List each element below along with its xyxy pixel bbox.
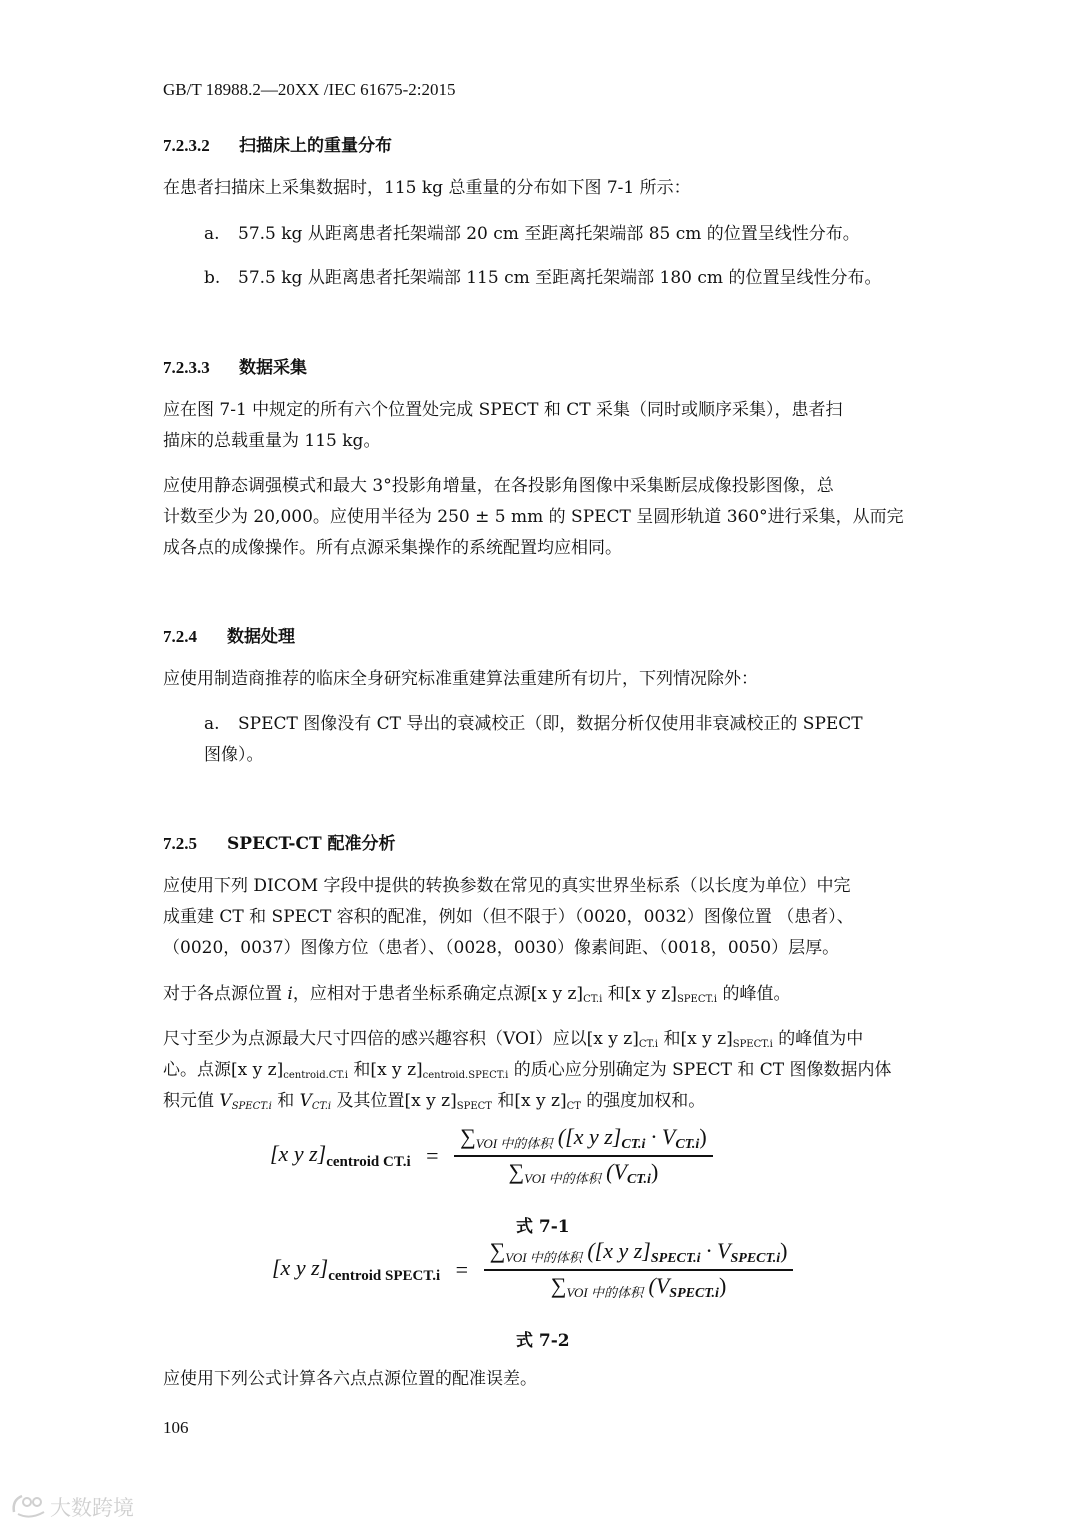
formula-lhs-text: [x y z]	[272, 1255, 329, 1280]
text-run: 尺寸至少为点源最大尺寸四倍的感兴趣容积（VOI）应以[x y z]	[163, 1029, 639, 1049]
paragraph-line: 计数至少为 20,000。应使用半径为 250 ± 5 mm 的 SPECT 呈圆形轨道 360°进行采集，从而完	[163, 507, 904, 527]
sum-symbol: ∑	[460, 1124, 476, 1149]
paragraph-line: 应使用下列 DICOM 字段中提供的转换参数在常见的真实世界坐标系（以长度为单位）中完	[163, 876, 851, 896]
section-number: 7.2.3.2	[163, 136, 210, 155]
sum-subscript: VOI 中的体积	[566, 1285, 644, 1300]
text-run: 和[x y z]	[491, 1091, 567, 1111]
section-heading-7-2-3-2	[163, 131, 392, 156]
section-number: 7.2.3.3	[163, 358, 210, 377]
denominator	[454, 1157, 713, 1188]
fraction	[454, 1124, 713, 1188]
subscript: SPECT.i	[732, 1039, 773, 1050]
formula-caption: 式 7-2	[516, 1331, 570, 1351]
text-run: 和[x y z]	[658, 1029, 733, 1049]
subscript: CT.i	[583, 994, 603, 1005]
text-run: 和[x y z]	[348, 1060, 423, 1080]
paragraph: 应使用下列公式计算各六点点源位置的配准误差。	[163, 1369, 537, 1389]
equals-sign: =	[455, 1257, 469, 1282]
list-item-text: SPECT 图像没有 CT 导出的衰减校正（即，数据分析仅使用非衰减校正的 SPECT	[238, 714, 863, 734]
denominator-text: (V	[600, 1159, 627, 1184]
list-item-text: 57.5 kg 从距离患者托架端部 20 cm 至距离托架端部 85 cm 的位置呈线性分布。	[238, 224, 860, 244]
paragraph-line: （0020，0037）图像方位（患者）、（0028，0030）像素间距、（0018，0050）层厚。	[163, 938, 840, 958]
paragraph-line: 成重建 CT 和 SPECT 容积的配准，例如（但不限于）（0020，0032）图像位置 （患者）、	[163, 907, 854, 927]
sum-symbol: ∑	[489, 1238, 506, 1263]
variable-i: i	[287, 984, 293, 1004]
paren: )	[650, 1159, 659, 1184]
paragraph: 在患者扫描床上采集数据时，115 kg 总重量的分布如下图 7-1 所示：	[163, 178, 691, 198]
text-run: ，应相对于患者坐标系确定点源[x y z]	[292, 984, 584, 1004]
section-number: 7.2.4	[163, 627, 197, 646]
section-heading-7-2-3-3	[163, 353, 307, 378]
list-item	[204, 219, 860, 250]
list-marker: a.	[204, 224, 220, 244]
list-marker: b.	[204, 268, 221, 288]
subscript: CT.i	[621, 1137, 646, 1152]
subscript: SPECT	[456, 1101, 492, 1112]
numerator-text: · V	[645, 1124, 676, 1149]
paragraph-line	[163, 1086, 705, 1122]
numerator-text: ([x y z]	[581, 1238, 651, 1263]
list-marker: a.	[204, 714, 220, 734]
subscript: CT.i	[626, 1172, 651, 1187]
paragraph: 应使用制造商推荐的临床全身研究标准重建算法重建所有切片，下列情况除外：	[163, 669, 758, 689]
text-run: 心。点源[x y z]	[163, 1060, 284, 1080]
numerator-text: · V	[700, 1238, 731, 1263]
formula-lhs	[272, 1255, 440, 1285]
list-item-continuation: 图像）。	[204, 745, 264, 765]
watermark-text: 大数跨境	[50, 1496, 134, 1520]
section-heading-7-2-4	[163, 622, 295, 647]
subscript: centroid.CT.i	[283, 1070, 349, 1081]
paren: )	[718, 1273, 727, 1298]
text-run: 的峰值为中	[772, 1029, 864, 1049]
paren: )	[780, 1238, 788, 1263]
sum-subscript: VOI 中的体积	[524, 1171, 601, 1186]
list-item	[204, 709, 863, 740]
paragraph-line: 成各点的成像操作。所有点源采集操作的系统配置均应相同。	[163, 538, 622, 558]
subscript: CT	[566, 1101, 581, 1112]
formula-lhs	[270, 1141, 411, 1171]
section-title: SPECT-CT 配准分析	[227, 834, 396, 854]
formula-7-1	[270, 1124, 713, 1188]
subscript: SPECT.i	[650, 1251, 701, 1266]
text-run: 的质心应分别确定为 SPECT 和 CT 图像数据内体	[508, 1060, 892, 1080]
subscript: CT.i	[675, 1137, 700, 1152]
variable-v: V	[219, 1091, 232, 1111]
sum-subscript: VOI 中的体积	[505, 1250, 582, 1265]
list-item-text: 57.5 kg 从距离患者托架端部 115 cm 至距离托架端部 180 cm 的位置呈线性分布。	[238, 268, 882, 288]
paragraph-line: 应在图 7-1 中规定的所有六个位置处完成 SPECT 和 CT 采集（同时或顺序采集），患者扫	[163, 400, 843, 420]
denominator-text: (V	[643, 1273, 670, 1298]
variable-v: V	[299, 1091, 312, 1111]
text-run: 对于各点源位置	[163, 984, 288, 1004]
sum-symbol: ∑	[508, 1159, 525, 1184]
paragraph-line	[163, 979, 790, 1015]
list-item	[204, 263, 881, 294]
text-run: 积元值	[163, 1091, 220, 1111]
text-run: 及其位置[x y z]	[331, 1091, 457, 1111]
subscript: CT.i	[311, 1101, 332, 1112]
subscript: CT.i	[638, 1039, 659, 1050]
formula-caption: 式 7-1	[516, 1217, 570, 1237]
subscript: centroid.SPECT.i	[422, 1070, 509, 1081]
paragraph-line: 应使用静态调强模式和最大 3°投影角增量，在各投影角图像中采集断层成像投影图像，总	[163, 476, 834, 496]
section-number: 7.2.5	[163, 834, 197, 853]
numerator	[454, 1124, 713, 1157]
fraction	[484, 1238, 794, 1302]
equals-sign: =	[426, 1143, 439, 1168]
paragraph-line: 描床的总载重量为 115 kg。	[163, 431, 381, 451]
watermark	[10, 1490, 134, 1524]
text-run: 的峰值。	[717, 984, 791, 1004]
text-run: 和	[271, 1091, 300, 1111]
section-title: 数据处理	[227, 627, 295, 647]
subscript: SPECT.i	[231, 1101, 272, 1112]
document-header: GB/T 18988.2—20XX /IEC 61675-2:2015	[163, 80, 456, 99]
formula-7-2	[272, 1238, 793, 1302]
subscript: SPECT.i	[676, 994, 718, 1005]
numerator	[484, 1238, 794, 1271]
text-run: 和[x y z]	[602, 984, 677, 1004]
formula-lhs-text: [x y z]	[270, 1141, 327, 1166]
section-title: 扫描床上的重量分布	[239, 136, 392, 156]
formula-lhs-subscript: centroid CT.i	[326, 1154, 411, 1170]
sum-symbol: ∑	[550, 1273, 567, 1298]
section-heading-7-2-5	[163, 829, 396, 854]
formula-lhs-subscript: centroid SPECT.i	[328, 1268, 441, 1284]
denominator	[484, 1271, 794, 1302]
numerator-text: ([x y z]	[552, 1124, 622, 1149]
section-title: 数据采集	[239, 358, 307, 378]
text-run: 的强度加权和。	[580, 1091, 706, 1111]
subscript: SPECT.i	[669, 1286, 719, 1301]
page-number: 106	[163, 1418, 189, 1437]
paren: )	[699, 1124, 707, 1149]
watermark-logo-icon	[10, 1490, 50, 1524]
sum-subscript: VOI 中的体积	[475, 1136, 553, 1151]
subscript: SPECT.i	[730, 1251, 781, 1266]
